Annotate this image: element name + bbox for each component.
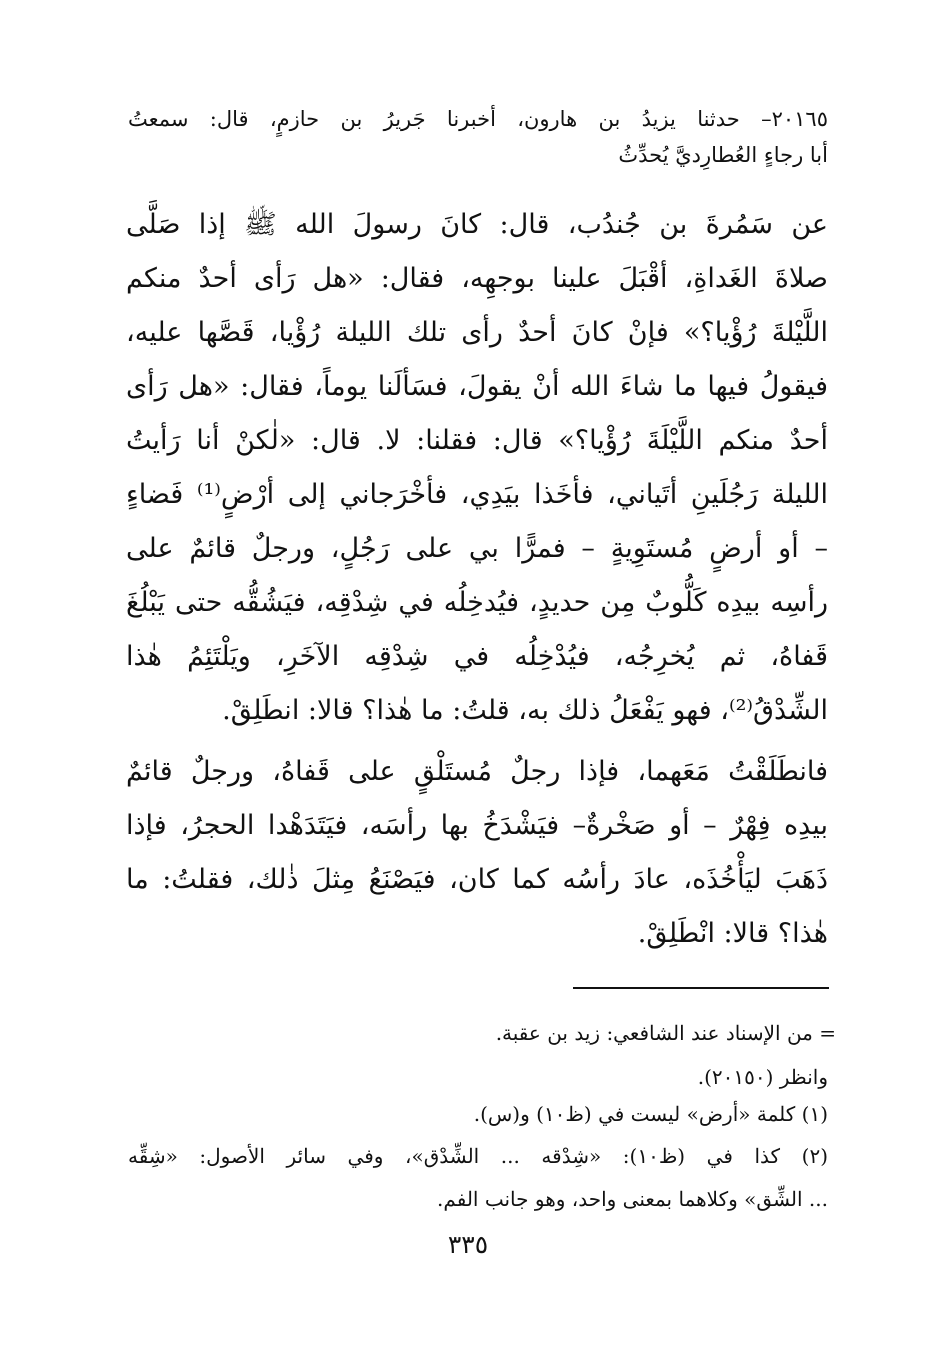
paragraph-line: هٰذا؟ قالا: انْطَلِقْ.	[637, 918, 828, 949]
footnote-line: = من الإسناد عند الشافعي: زيد بن عقبة.	[495, 1021, 836, 1045]
paragraph-line: اللَّيْلةَ رُؤْيا؟» فإنْ كانَ أحدٌ رأى تلك الليلة رُؤْيا، قَصَّها عليه،	[126, 317, 828, 348]
paragraph-line: فيقولُ فيها ما شاءَ الله أنْ يقولَ، فسَألَنا يوماً، فقال: «هل رَأى	[126, 371, 828, 402]
page-number: ٣٣٥	[447, 1230, 489, 1259]
footnote-separator	[573, 987, 829, 989]
paragraph-line: أحدٌ منكم اللَّيْلَةَ رُؤْيا؟» قال: فقلنا: لا. قال: «لٰكنْ أنا رَأيتُ	[126, 425, 828, 456]
isnad-line-1: ٢٠١٦٥– حدثنا يزيدُ بن هارون، أخبرنا جَريرُ بن حازمٍ، قال: سمعتُ	[128, 107, 828, 131]
footnote-2: (٢) كذا في (ظ١٠): «شِدْقه ... الشِّدْق»، وفي سائر الأصول: «شِقِّه	[128, 1144, 829, 1168]
isnad-line-2: أبا رجاءٍ العُطارِديَّ يُحدِّثُ	[618, 143, 828, 167]
paragraph-line: ذَهَبَ ليَأْخُذَه، عادَ رأسُه كما كان، فيَصْنَعُ مِثلَ ذٰلك، فقلتُ: ما	[126, 864, 828, 895]
paragraph-line: صلاةَ الغَداةِ، أقْبَلَ علينا بوجهِه، فقال: «هل رَأى أحدٌ منكم	[126, 263, 828, 294]
footnote-1: (١) كلمة «أرض» ليست في (ظ١٠) و(س).	[473, 1102, 828, 1126]
footnote-line: ... الشِّق» وكلاهما بمعنى واحد، وهو جانب الفم.	[437, 1187, 828, 1211]
paragraph-line: فانطَلَقْتُ مَعَهما، فإذا رجلٌ مُستَلْقٍ على قَفاهُ، ورجلٌ قائمٌ	[126, 756, 828, 787]
paragraph-line: قَفاهُ، ثم يُخرِجُه، فيُدْخِلُه في شِدْقِه الآخَرِ، ويَلْتَئِمُ هٰذا	[126, 641, 828, 672]
paragraph-line: الليلة رَجُلَينِ أتَياني، فأخَذا بيَدِي، فأخْرَجاني إلى أرْضٍ⁽¹⁾ فَضاءٍ	[126, 479, 828, 510]
paragraph-line: عن سَمُرةَ بن جُندُب، قال: كانَ رسولَ الله ﷺ إذا صَلَّى	[126, 209, 828, 240]
paragraph-line: – أو أرضٍ مُستَوِيةٍ – فمرًّا بي على رَجُلٍ، ورجلٌ قائمٌ على	[126, 533, 828, 564]
footnote-line: وانظر (٢٠١٥٠).	[697, 1065, 828, 1089]
paragraph-line: الشِّدْقُ⁽²⁾، فهو يَفْعَلُ ذلك به، قلتُ: ما هٰذا؟ قالا: انطَلِقْ.	[222, 695, 828, 726]
paragraph-line: بيدِه فِهْرٌ – أو صَخْرةٌ– فيَشْدَخُ بها رأسَه، فيَتَدَهْدا الحجرُ، فإذا	[126, 810, 828, 841]
paragraph-line: رأسِه بيدِه كَلُّوبٌ مِن حديدٍ، فيُدخِلُه في شِدْقِه، فيَشُقُّه حتى يَبْلُغَ	[126, 587, 828, 618]
